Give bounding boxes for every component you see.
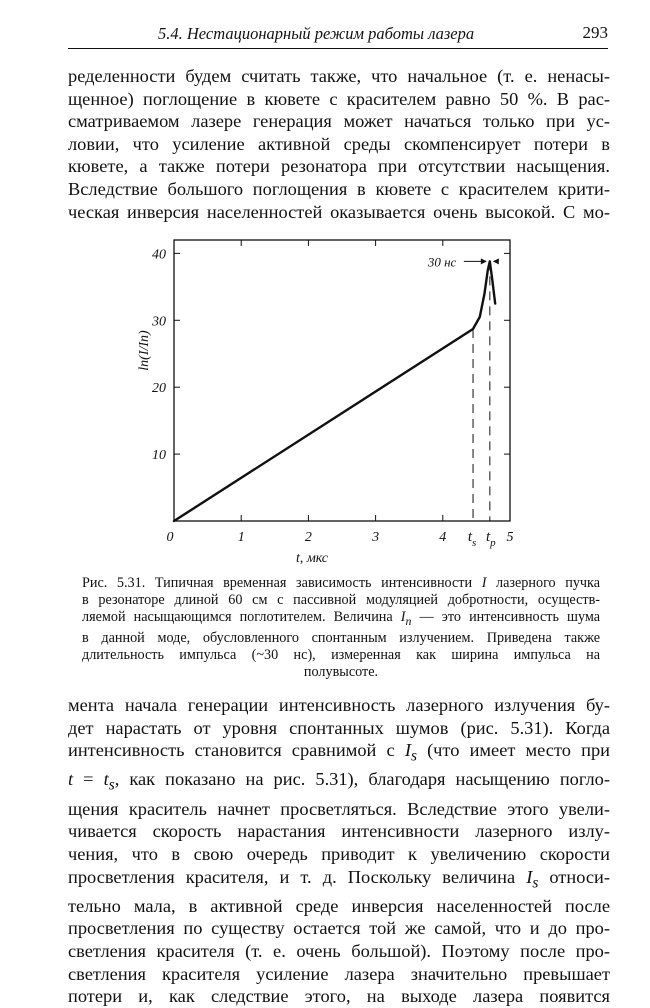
text-line: ределенности будем считать также, что начальное (т. е. ненасы- [68, 66, 610, 86]
chart-svg [130, 228, 530, 568]
x-tick-label: 1 [237, 530, 245, 545]
caption-var: I [400, 609, 406, 625]
caption-text: ляемой насыщающимся поглотителем. Величина [82, 609, 393, 625]
text-span: интенсивность становится сравнимой с [68, 740, 395, 761]
text-span: просветления красителя, и т. д. Поскольку величина [68, 866, 516, 887]
caption-var: I [481, 575, 487, 591]
text-line: Вследствие большого поглощения в кювете с красителем крити- [68, 178, 610, 199]
math-var: I [404, 740, 411, 761]
ts-label: $t_s$ [467, 529, 477, 549]
text-line: дет нарастать от уровня спонтанных шумов (рис. 5.31). Когда [68, 717, 610, 738]
math-sub: s [532, 874, 539, 892]
text-line: тельно мала, в активной среде инверсия населенностей после [68, 895, 610, 916]
math-var: t [68, 769, 74, 790]
paragraph-top [68, 65, 610, 223]
caption-text: полувысоте. [303, 663, 379, 680]
x-tick-label: 4 [439, 530, 447, 545]
text-line: щенное) поглощение в кювете с красителем равно 50 %. В рас- [68, 88, 610, 109]
figure-5-31 [130, 228, 530, 568]
text-line: светления красителя (т. е. очень большой). Поэтому после про- [68, 940, 610, 961]
caption-text: в данной моде, обусловленного спонтанным излучением. Приведена также [82, 629, 600, 646]
section-title: 5.4. Нестационарный режим работы лазера [158, 24, 475, 43]
caption-text: Рис. 5.31. Типичная временная зависимость интенсивности [82, 575, 473, 591]
text-span: относи- [549, 866, 610, 887]
x-tick-label: 3 [372, 530, 380, 545]
paragraph-bottom [68, 694, 610, 1008]
annotation-arrowhead-right [493, 258, 499, 264]
tp-label: $t_p$ [486, 529, 496, 549]
text-line: мента начала генерации интенсивность лазерного излучения бу- [68, 695, 610, 715]
y-tick-label: 10 [152, 448, 166, 464]
series-line [174, 261, 495, 521]
text-line: светления красителя усиление лазера значительно превышает [68, 963, 610, 984]
caption-text: лазерного пучка [496, 575, 601, 591]
y-tick-label: 20 [152, 381, 166, 397]
page-header [68, 22, 608, 49]
text-line: потери и, как следствие этого, на выходе лазера появится [68, 986, 610, 1007]
page-number: 293 [582, 23, 608, 42]
text-line: ловии, что усиление активной среды скомпенсирует потери в [68, 133, 610, 154]
y-tick-label: 30 [152, 314, 166, 330]
x-tick-label: 0 [166, 530, 174, 545]
math-var: I [526, 866, 533, 887]
y-axis-label: ln(I/In) [137, 330, 152, 371]
caption-text: в резонаторе длиной 60 см с пассивной модуляцией добротности, осуществ- [82, 592, 600, 608]
text-span: , как показано на рис. 5.31), благодаря насыщению погло- [114, 769, 610, 790]
math-var: t [103, 769, 109, 790]
text-line: сматриваемом лазере генерация может начаться только при ус- [68, 111, 610, 132]
text-line: просветления по существу остается той же самой, что и до про- [68, 918, 610, 939]
text-span: (что имеет место при [427, 740, 610, 761]
text-line: кювете, а также потери резонатора при отсутствии насыщения. [68, 156, 610, 177]
text-line: ческая инверсия населенностей оказывается очень высокой. С мо- [68, 201, 610, 222]
caption-text: длительность импульса (~30 нс), измеренная как ширина импульса на [82, 646, 600, 663]
x-axis-label: t, мкс [295, 551, 329, 566]
x-tick-label: 2 [304, 530, 312, 545]
caption-text: — это интенсивность шума [419, 609, 601, 625]
math-sub: s [108, 777, 115, 795]
x-tick-label: 5 [506, 530, 514, 545]
text-line: чивается скорость нарастания интенсивности лазерного излу- [68, 821, 610, 842]
plot-frame [174, 240, 510, 521]
y-tick-label: 40 [152, 247, 166, 263]
figure-caption [82, 575, 600, 681]
math-sub: s [410, 747, 417, 765]
caption-sub: n [405, 613, 412, 628]
text-line: щения краситель начнет просветляться. Вследствие этого увели- [68, 798, 610, 819]
annotation-arrowhead-left [481, 258, 487, 264]
annotation-30ns: 30 нс [427, 254, 457, 270]
math-eq: = [73, 769, 104, 790]
text-line: чения, что в свою очередь приводит к увеличению скорости [68, 843, 610, 864]
